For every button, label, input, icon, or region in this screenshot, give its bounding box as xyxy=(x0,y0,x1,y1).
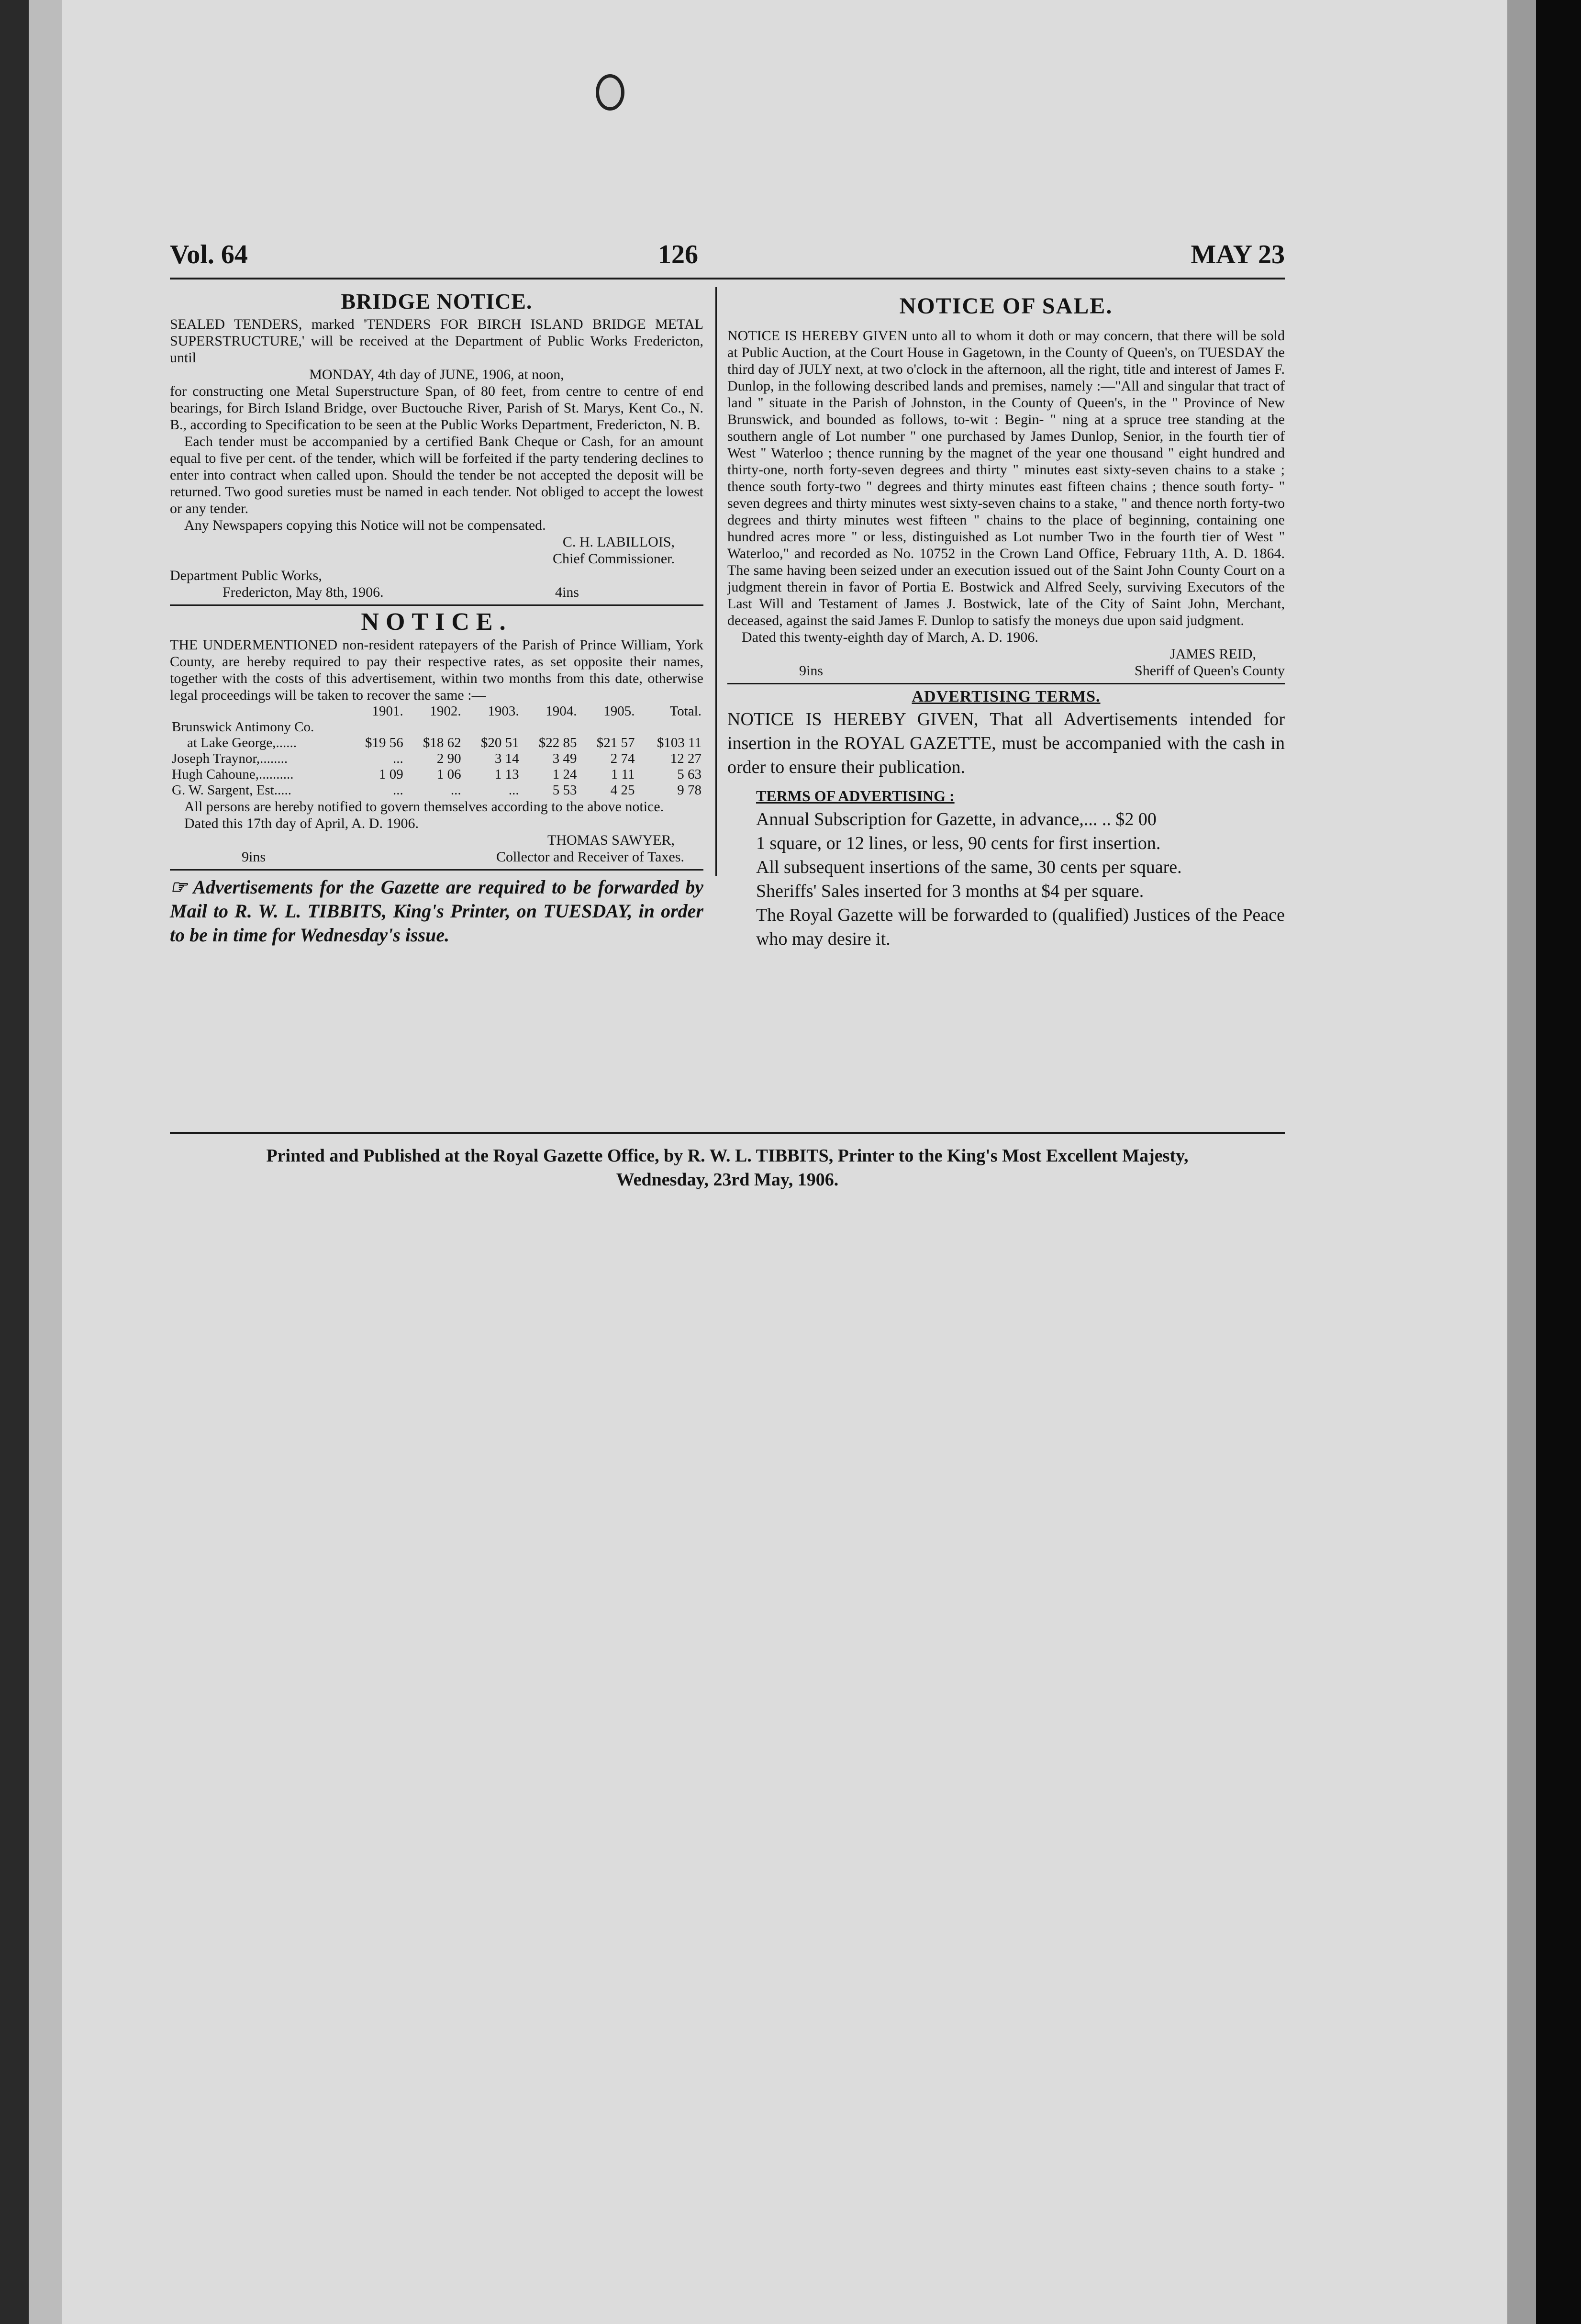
page-edge-shadow xyxy=(1507,0,1536,2324)
mail-deadline-notice: ☞ Advertisements for the Gazette are required to be forwarded by Mail to R. W. L. TIBBITS, King's Printer, on TUESDAY, in order to be in time for Wednesday's issue. xyxy=(170,876,703,946)
bridge-notice-body-3: Each tender must be accompanied by a certified Bank Cheque or Cash, for an amount equal to five per cent. of the tender, which will be forfeited if the party tendering declines to enter into contract when called upon. Should the tender be not accepted the deposit will be returned. Two good sureties must be named in each tender. Not obliged to accept the lowest or any tender. xyxy=(170,434,703,516)
bridge-notice-signatory: C. H. LABILLOIS, xyxy=(562,534,675,550)
bridge-notice-signatory-title: Chief Commissioner. xyxy=(553,551,675,567)
imprint-date: Wednesday, 23rd May, 1906. xyxy=(616,1170,839,1190)
ratepayer-name: G. W. Sargent, Est..... xyxy=(172,782,291,798)
notice-signatory-title: Collector and Receiver of Taxes. xyxy=(496,849,684,865)
rate-cell: $21 57 xyxy=(596,735,635,750)
rate-cell: $19 56 xyxy=(365,735,403,750)
header-rule xyxy=(170,278,1285,279)
rate-cell: $22 85 xyxy=(538,735,577,750)
rates-table xyxy=(170,704,703,798)
imprint-line: Printed and Published at the Royal Gazette Office, by R. W. L. TIBBITS, Printer to the King's Most Excellent Majesty, xyxy=(266,1146,1189,1166)
rate-total: 12 27 xyxy=(670,751,701,766)
notice-of-sale-signatory: JAMES REID, xyxy=(1169,646,1256,662)
bridge-notice-deadline: MONDAY, 4th day of JUNE, 1906, at noon, xyxy=(309,367,564,382)
page-number: 126 xyxy=(658,240,698,269)
volume-label: Vol. 64 xyxy=(170,240,248,269)
notice-body-2: All persons are hereby notified to govern themselves according to the above notice. xyxy=(184,799,664,815)
rate-cell: 2 74 xyxy=(610,751,635,766)
rates-column-header: 1901. xyxy=(372,704,403,719)
rate-cell: 1 24 xyxy=(552,767,577,782)
previous-page-edge xyxy=(0,0,65,2324)
notice-of-sale-dated: Dated this twenty-eighth day of March, A. D. 1906. xyxy=(742,629,1038,645)
advertising-terms-body: NOTICE IS HEREBY GIVEN, That all Advertisements intended for insertion in the ROYAL GAZETTE, must be accompanied with the cash in order to ensure their publication. xyxy=(727,709,1285,777)
table-row xyxy=(170,735,703,751)
bridge-notice-title: BRIDGE NOTICE. xyxy=(341,289,533,313)
rate-cell: ... xyxy=(392,751,403,766)
page-content xyxy=(170,235,1285,1190)
left-column xyxy=(170,287,703,947)
rates-column-header: Total. xyxy=(669,704,701,719)
rate-cell: 1 13 xyxy=(494,767,519,782)
table-row xyxy=(170,782,703,798)
notice-of-sale-body: NOTICE IS HEREBY GIVEN unto all to whom it doth or may concern, that there will be sold at Public Auction, at the Court House in Gagetown, in the County of Queen's, on TUESDAY the third day of JULY next, at two o'clock in the afternoon, all the right, title and interest of James F. Dunlop, in the following described lands and premises, namely :—"All and singular that tract of land " situate in the Parish of Johnston, in the County of Queen's, in the " Province of New Brunswick, and bounded as follows, to-wit : Begin- " ning at a spruce tree standing at the southern angle of Lot number " one purchased by James Dunlop, Senior, in the fourth tier of West " Waterloo ; thence running by the magnet of the year one thousand " eight hundred and thirty-one, north forty-seven degrees and thirty " minutes east sixty-seven chains to a stake ; thence south forty-two " degrees and thirty minutes east fifteen chains ; thence south forty- " seven degrees and thirty minutes west sixty-seven chains to a stake, " and thence north forty-two degrees and thirty minutes west fifteen " chains to the place of beginning, containing one hundred acres more " or less, distinguished as Lot number Two in the fourth tier of West " Waterloo," and recorded as No. 10752 in the Crown Land Office, February 11th, A. D. 1864. The same having been seized under an execution issued out of the Saint John County Court on a judgment therein in favor of Portia E. Bostwick and Alfred Seely, surviving Executors of the Last Will and Testament of James J. Bostwick, late of the City of Saint John, Merchant, deceased, against the said James F. Dunlop to satisfy the moneys due upon said judgment. xyxy=(727,328,1285,628)
page-header xyxy=(170,239,1285,273)
rates-column-header: 1905. xyxy=(603,704,635,719)
rate-cell: ... xyxy=(508,782,519,798)
bridge-notice-body-4: Any Newspapers copying this Notice will not be compensated. xyxy=(184,517,546,533)
terms-item: The Royal Gazette will be forwarded to (qualified) Justices of the Peace who may desire it. xyxy=(756,905,1285,949)
rate-total: $103 11 xyxy=(657,735,701,750)
notice-of-sale-insertions: 9ins xyxy=(799,663,824,679)
notice-signatory: THOMAS SAWYER, xyxy=(547,832,675,848)
section-rule xyxy=(170,604,703,606)
advertising-terms-title: ADVERTISING TERMS. xyxy=(912,688,1101,705)
notice-of-sale xyxy=(727,292,1285,679)
ratepayer-name: Hugh Cahoune,.......... xyxy=(172,767,294,782)
rates-column-header: 1904. xyxy=(546,704,577,719)
table-row xyxy=(170,751,703,767)
notice xyxy=(170,608,703,865)
rate-cell: 5 53 xyxy=(552,782,577,798)
terms-item: Annual Subscription for Gazette, in advance,... .. $2 00 xyxy=(756,809,1157,829)
bridge-notice-body: SEALED TENDERS, marked 'TENDERS FOR BIRCH ISLAND BRIDGE METAL SUPERSTRUCTURE,' will be received at the Department of Public Works Fredericton, until xyxy=(170,316,703,366)
bridge-notice xyxy=(170,287,703,601)
notice-body: THE UNDERMENTIONED non-resident ratepayers of the Parish of Prince William, York County, are hereby required to pay their respective rates, as set opposite their names, together with the costs of this advertisement, within two months from this date, otherwise legal proceedings will be taken to recover the same :— xyxy=(170,637,703,703)
footer-rule xyxy=(170,1132,1285,1134)
ratepayer-name: at Lake George,...... xyxy=(187,735,297,750)
terms-item: Sheriffs' Sales inserted for 3 months at $4 per square. xyxy=(756,881,1144,901)
rate-cell: ... xyxy=(392,782,403,798)
bridge-notice-department: Department Public Works, xyxy=(170,568,322,583)
rate-cell: ... xyxy=(450,782,461,798)
rate-cell: 1 09 xyxy=(379,767,403,782)
rate-cell: 3 49 xyxy=(552,751,577,766)
rates-column-header: 1902. xyxy=(430,704,461,719)
terms-heading: TERMS OF ADVERTISING : xyxy=(756,787,955,804)
ratepayer-name: Joseph Traynor,........ xyxy=(172,751,288,766)
notice-of-sale-signatory-title: Sheriff of Queen's County xyxy=(1135,663,1285,679)
rate-cell: $20 51 xyxy=(480,735,519,750)
rates-column-header xyxy=(170,704,347,719)
rate-total: 5 63 xyxy=(677,767,701,782)
imprint-footer xyxy=(170,1144,1285,1192)
table-row xyxy=(170,719,703,735)
issue-date: MAY 23 xyxy=(1191,240,1285,269)
section-rule xyxy=(170,869,703,871)
right-column xyxy=(727,287,1285,951)
rate-cell: 1 06 xyxy=(436,767,461,782)
section-rule xyxy=(727,683,1285,684)
advertising-terms xyxy=(727,686,1285,951)
bridge-notice-body-2: for constructing one Metal Superstructure Span, of 80 feet, from centre to centre of end bearings, for Birch Island Bridge, over Buctouche River, Parish of St. Marys, Kent Co., N. B., according to Specification to be seen at the Public Works Department, Fredericton, N. B. xyxy=(170,383,703,433)
rate-cell: 2 90 xyxy=(436,751,461,766)
bridge-notice-insertions: 4ins xyxy=(555,584,579,600)
rate-cell: $18 62 xyxy=(423,735,461,750)
notice-of-sale-title: NOTICE OF SALE. xyxy=(899,293,1113,319)
rate-cell: 4 25 xyxy=(610,782,635,798)
terms-item: All subsequent insertions of the same, 30 cents per square. xyxy=(756,857,1182,877)
rates-column-header: 1903. xyxy=(488,704,519,719)
ratepayer-name: Brunswick Antimony Co. xyxy=(172,719,314,735)
table-row xyxy=(170,767,703,782)
rate-cell: 1 11 xyxy=(611,767,635,782)
rate-cell: 3 14 xyxy=(494,751,519,766)
column-separator xyxy=(715,287,717,876)
rates-table-header xyxy=(170,704,703,719)
notice-title: NOTICE. xyxy=(361,608,512,636)
binder-hole xyxy=(596,74,624,111)
bridge-notice-place-date: Fredericton, May 8th, 1906. xyxy=(223,584,384,600)
terms-item: 1 square, or 12 lines, or less, 90 cents for first insertion. xyxy=(756,833,1161,853)
rate-total: 9 78 xyxy=(677,782,701,798)
notice-dated: Dated this 17th day of April, A. D. 1906. xyxy=(184,816,419,831)
notice-insertions: 9ins xyxy=(242,849,266,865)
